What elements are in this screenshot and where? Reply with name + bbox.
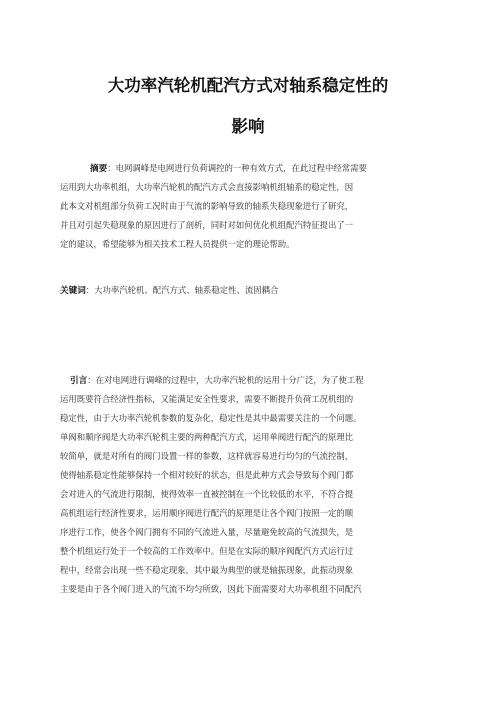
intro-line-5: 较简单，就是对所有的阀门设置一样的参数，这样就容易进行均匀的气流控制， [60, 451, 354, 461]
intro-line-10: 整个机组运行处于一个较高的工作效率中。但是在实际的顺序阀配汽方式运行过 [60, 546, 354, 556]
intro-line-12: 主要是由于各个阀门进入的气流不均匀所致，因此下面需要对大功率机组不同配汽 [60, 584, 362, 594]
abstract-line-4: 并且对引起失稳现象的原因进行了剖析，同时对如何优化机组配汽特征提出了一 [60, 220, 354, 230]
abstract-line-1 [90, 163, 367, 175]
keywords-label: 关键词 [60, 286, 86, 296]
keywords-line [60, 285, 278, 297]
document-title-line-2: 影响 [231, 117, 265, 136]
intro-line-8: 高机组运行经济性要求，运用顺序阀进行配汽的原理是让各个阀门按照一定的顺 [60, 508, 354, 518]
abstract-line-5: 定的建议，希望能够为相关技术工程人员提供一定的理论帮助。 [60, 239, 295, 249]
intro-line-9: 序进行工作，使各个阀门拥有不同的气流进入量，尽量避免较高的气流损失，是 [60, 527, 354, 537]
intro-label: 引言 [70, 376, 88, 386]
intro-line-1 [70, 375, 364, 387]
keywords-text: ：大功率汽轮机、配汽方式、轴系稳定性、流固耦合 [85, 285, 279, 295]
intro-line-6: 使得轴系稳定性能够保持一个相对较好的状态，但是此种方式会导致每个阀门都 [60, 470, 354, 480]
intro-line-2: 运用既要符合经济性指标，又能满足安全性要求，需要不断提升负荷工况机组的 [60, 394, 354, 404]
abstract-label: 摘要 [90, 164, 108, 174]
intro-line-3: 稳定性，由于大功率汽轮机参数的复杂化，稳定性是其中最需要关注的一个问题。 [60, 413, 362, 423]
intro-line-7: 会对进入的气流进行限制，使得效率一直被控制在一个比较低的水平，不符合提 [60, 489, 354, 499]
intro-text: ：在对电网进行调峰的过程中，大功率汽轮机的运用十分广泛，为了使工程 [87, 375, 364, 385]
abstract-line-3: 此本文对机组部分负荷工况时由于气流的影响导致的轴系失稳现象进行了研究， [60, 201, 354, 211]
intro-line-11: 程中，经常会出现一些不稳定现象，其中最为典型的就是轴振现象，此振动现象 [60, 565, 354, 575]
document-title-line-1: 大功率汽轮机配汽方式对轴系稳定性的 [107, 76, 389, 95]
abstract-line-2: 运用到大功率机组，大功率汽轮机的配汽方式会直接影响机组轴系的稳定性，因 [60, 182, 354, 192]
intro-line-4: 单阀和顺序阀是大功率汽轮机主要的两种配汽方式，运用单阀进行配汽的原理比 [60, 432, 354, 442]
abstract-text: ：电网调峰是电网进行负荷调控的一种有效方式，在此过程中经常需要 [107, 163, 367, 173]
